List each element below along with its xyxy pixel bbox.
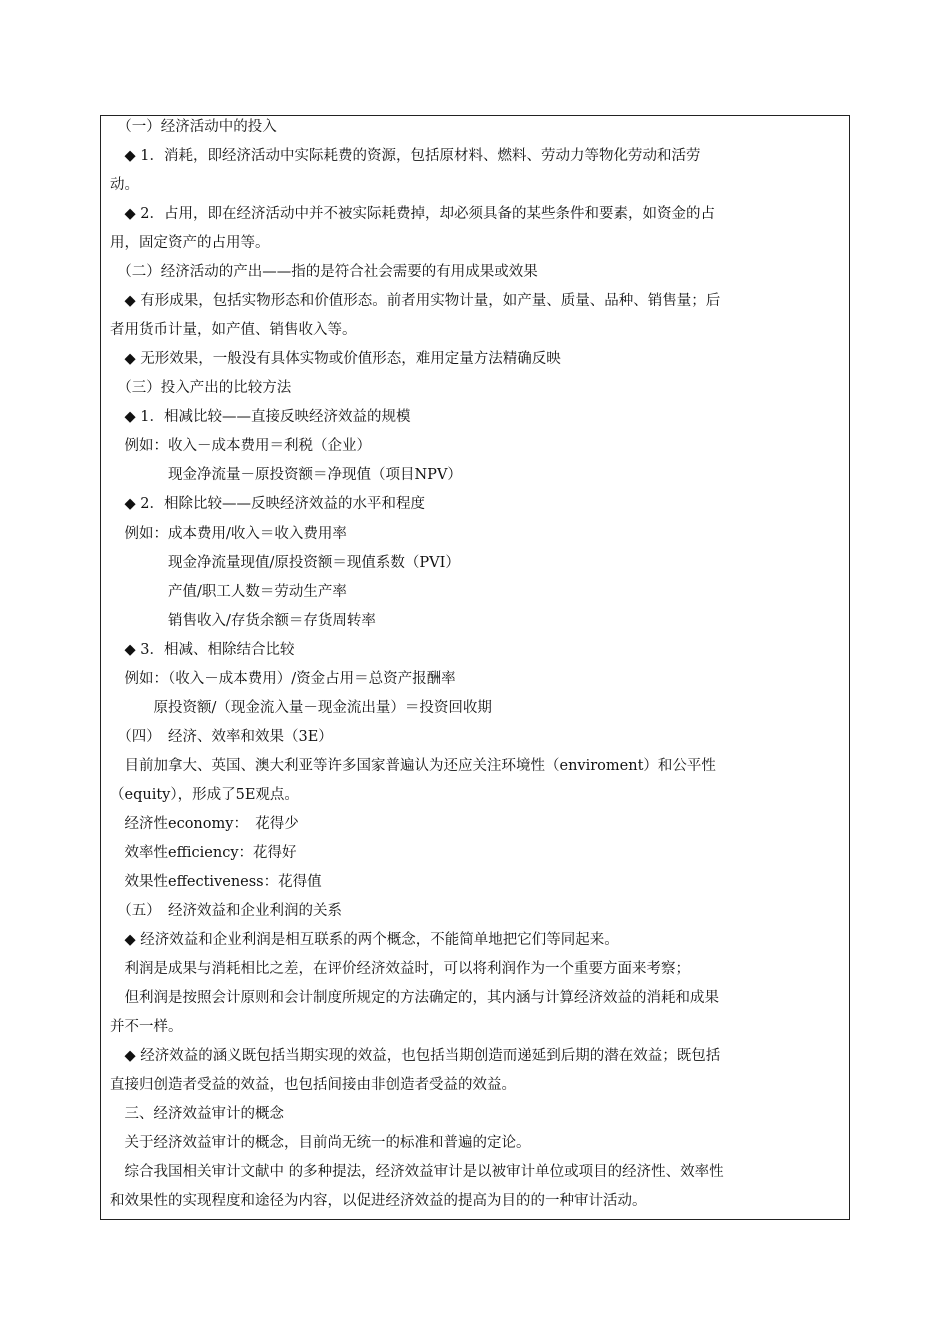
text-line: ◆ 3．相减、相除结合比较 [110, 642, 295, 658]
text-line: ◆ 1．相减比较——直接反映经济效益的规模 [110, 409, 411, 425]
section-heading-2: （二）经济活动的产出——指的是符合社会需要的有用成果或效果 [110, 264, 538, 280]
text-line: 例如：收入－成本费用＝利税（企业） [110, 438, 371, 454]
text-line: 产值/职工人数＝劳动生产率 [110, 584, 347, 600]
text-line: 效果性effectiveness：花得值 [110, 874, 322, 890]
text-line: ◆ 无形效果，一般没有具体实物或价值形态，难用定量方法精确反映 [110, 351, 561, 367]
text-line: 并不一样。 [110, 1019, 183, 1035]
text-line: 例如：成本费用/收入＝收入费用率 [110, 526, 347, 542]
text-line: ◆ 经济效益和企业利润是相互联系的两个概念，不能简单地把它们等同起来。 [110, 932, 619, 948]
text-line: 现金净流量－原投资额＝净现值（项目NPV） [110, 467, 462, 483]
text-line: （equity），形成了5E观点。 [110, 787, 299, 803]
section-heading-5: （五） 经济效益和企业利润的关系 [110, 903, 342, 919]
text-line: ◆ 经济效益的涵义既包括当期实现的效益，也包括当期创造而递延到后期的潜在效益；既包括 [110, 1048, 721, 1064]
text-line: 目前加拿大、英国、澳大利亚等许多国家普遍认为还应关注环境性（enviroment）和公平性 [110, 758, 716, 774]
text-line: 原投资额/（现金流入量－现金流出量）＝投资回收期 [110, 700, 492, 716]
text-line: 现金净流量现值/原投资额＝现值系数（PVI） [110, 555, 460, 571]
section-heading-4: （四） 经济、效率和效果（3E） [110, 729, 333, 745]
text-line: 利润是成果与消耗相比之差，在评价经济效益时，可以将利润作为一个重要方面来考察； [110, 961, 690, 977]
text-line: 销售收入/存货余额＝存货周转率 [110, 613, 376, 629]
text-line: 者用货币计量，如产值、销售收入等。 [110, 322, 357, 338]
text-line: 效率性efficiency：花得好 [110, 845, 297, 861]
text-line: 动。 [110, 177, 139, 193]
section-heading-1: （一）经济活动中的投入 [110, 119, 277, 135]
text-line: 综合我国相关审计文献中 的多种提法，经济效益审计是以被审计单位或项目的经济性、效率性 [110, 1164, 724, 1180]
text-line: 例如：（收入－成本费用）/资金占用＝总资产报酬率 [110, 671, 456, 687]
text-line: 但利润是按照会计原则和会计制度所规定的方法确定的，其内涵与计算经济效益的消耗和成果 [110, 990, 719, 1006]
text-line: ◆ 有形成果，包括实物形态和价值形态。前者用实物计量，如产量、质量、品种、销售量；后 [110, 293, 721, 309]
text-line: 直接归创造者受益的效益，也包括间接由非创造者受益的效益。 [110, 1077, 516, 1093]
section-heading-3: （三）投入产出的比较方法 [110, 380, 292, 396]
section-heading-6: 三、经济效益审计的概念 [110, 1106, 284, 1122]
text-line: 和效果性的实现程度和途径为内容，以促进经济效益的提高为目的的一种审计活动。 [110, 1193, 647, 1209]
text-line: ◆ 2．占用，即在经济活动中并不被实际耗费掉，却必须具备的某些条件和要素，如资金的占 [110, 206, 715, 222]
text-line: ◆ 2．相除比较——反映经济效益的水平和程度 [110, 496, 425, 512]
text-line: 经济性economy： 花得少 [110, 816, 299, 832]
text-line: ◆ 1．消耗，即经济活动中实际耗费的资源，包括原材料、燃料、劳动力等物化劳动和活劳 [110, 148, 701, 164]
text-line: 用，固定资产的占用等。 [110, 235, 270, 251]
text-line: 关于经济效益审计的概念，目前尚无统一的标准和普遍的定论。 [110, 1135, 531, 1151]
